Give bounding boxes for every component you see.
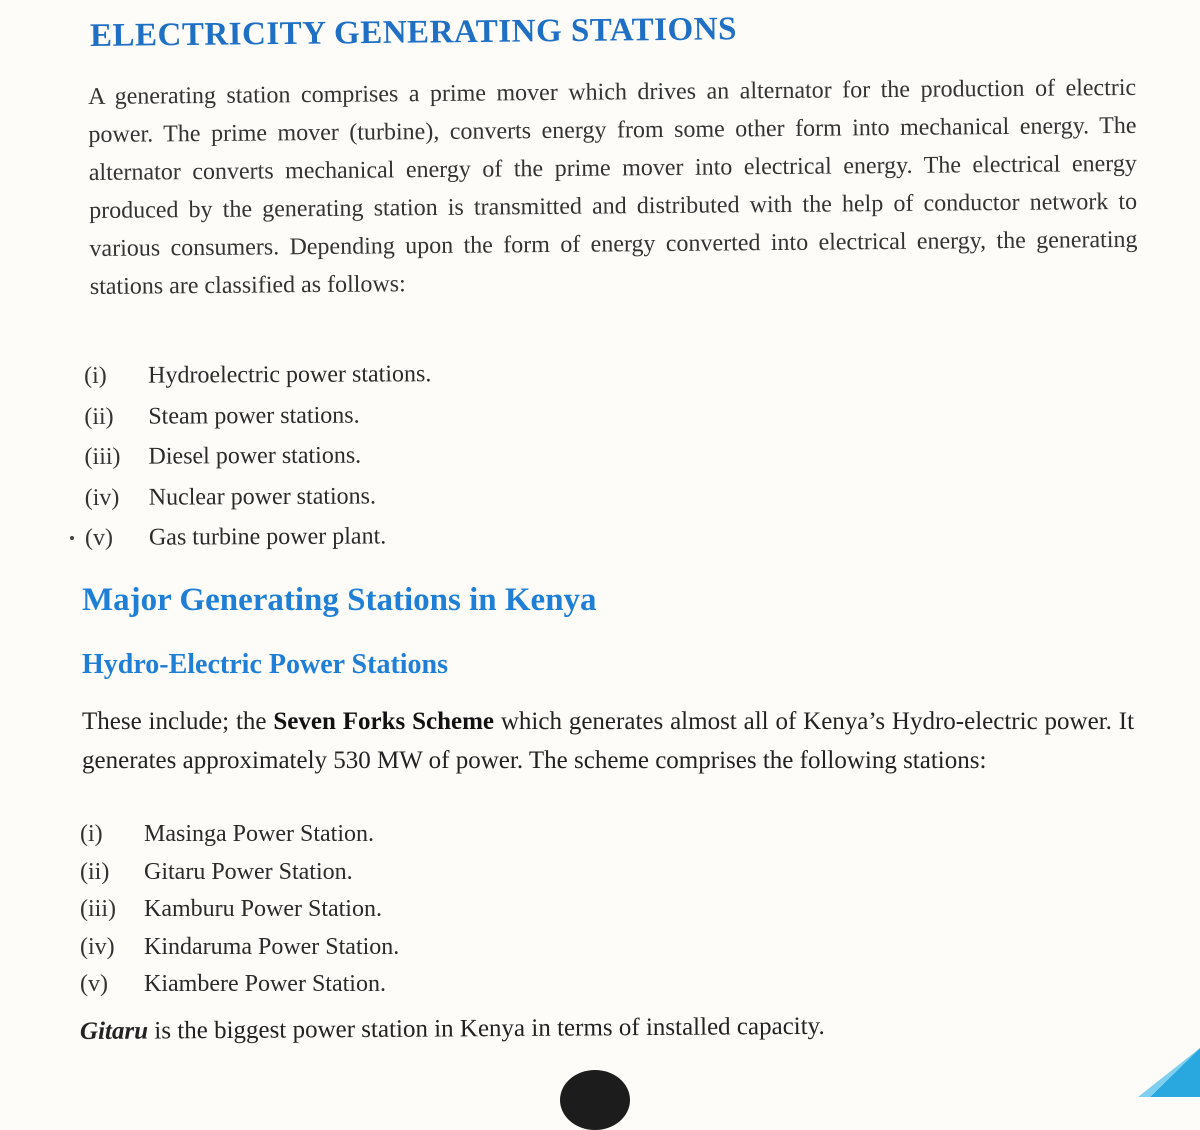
list-text: Kiambere Power Station. bbox=[144, 971, 386, 998]
list-number: (iv) bbox=[80, 933, 115, 960]
list-item bbox=[84, 399, 431, 441]
list-number: (iv) bbox=[84, 484, 120, 511]
major-stations-heading: Major Generating Stations in Kenya bbox=[82, 582, 597, 618]
list-item bbox=[80, 856, 399, 894]
closing-rest: is the biggest power station in Kenya in terms of installed capacity. bbox=[147, 1012, 825, 1045]
list-number: (i) bbox=[84, 362, 107, 389]
stray-dot bbox=[70, 536, 74, 540]
section-title: ELECTRICITY GENERATING STATIONS bbox=[89, 11, 738, 54]
list-text: Nuclear power stations. bbox=[148, 482, 377, 511]
list-number: (v) bbox=[84, 524, 113, 551]
gitaru-term: Gitaru bbox=[79, 1017, 149, 1045]
list-number: (iii) bbox=[80, 896, 116, 923]
hydro-paragraph bbox=[82, 703, 1134, 780]
intro-paragraph: A generating station comprises a prime mover which drives an alternator for the production of electric power. The prime mover (turbine), converts energy from some other form into mechanical energy. The alternator converts mechanical energy of the prime mover into electrical energy. The electrical energy produced by the generating station is transmitted and distributed with the help of conductor network to various consumers. Depending upon the form of energy converted into electrical energy, the generating stations are classified as follows: bbox=[88, 74, 1138, 300]
list-item bbox=[85, 520, 432, 562]
hydro-stations-list bbox=[80, 818, 399, 1006]
hydro-lead: These include; the bbox=[82, 708, 274, 735]
list-number: (v) bbox=[80, 971, 108, 998]
list-text: Kamburu Power Station. bbox=[144, 896, 382, 923]
list-number: (iii) bbox=[84, 443, 121, 470]
list-item bbox=[80, 968, 399, 1006]
station-types-list bbox=[84, 358, 432, 562]
list-text: Gas turbine power plant. bbox=[148, 523, 387, 551]
corner-decoration-icon bbox=[1120, 1040, 1200, 1097]
list-item bbox=[84, 439, 431, 481]
list-text: Diesel power stations. bbox=[148, 442, 362, 470]
list-text: Masinga Power Station. bbox=[144, 821, 374, 847]
finger-shadow bbox=[560, 1070, 630, 1130]
list-item bbox=[80, 893, 399, 931]
closing-sentence bbox=[80, 1013, 825, 1046]
list-number: (ii) bbox=[84, 403, 114, 430]
seven-forks-term: Seven Forks Scheme bbox=[273, 708, 495, 735]
list-text: Gitaru Power Station. bbox=[144, 858, 353, 885]
hydro-heading: Hydro-Electric Power Stations bbox=[82, 649, 449, 680]
list-text: Hydroelectric power stations. bbox=[148, 361, 432, 389]
list-item bbox=[80, 818, 399, 856]
list-item bbox=[85, 480, 432, 522]
list-item bbox=[84, 358, 431, 400]
list-item bbox=[80, 931, 399, 969]
list-number: (ii) bbox=[80, 858, 110, 885]
list-text: Steam power stations. bbox=[148, 402, 360, 430]
hydro-rest: which generates almost all of Kenya’s Hydro-electric power. It generates approximately 530 MW of power. The scheme comprises the following stations: bbox=[82, 708, 1135, 774]
list-number: (i) bbox=[80, 821, 103, 847]
list-text: Kindaruma Power Station. bbox=[144, 933, 400, 960]
